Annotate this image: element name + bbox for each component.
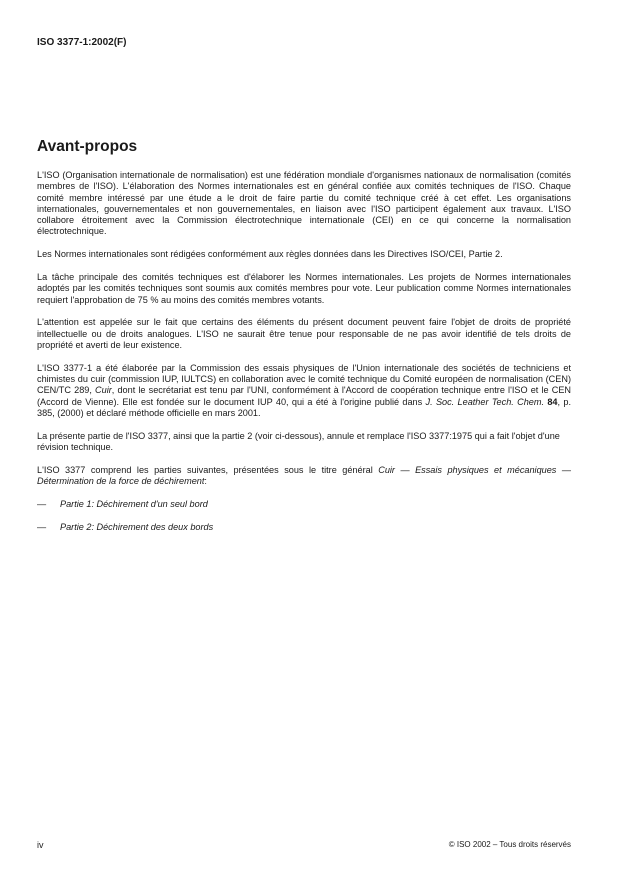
parts-list (37, 499, 571, 533)
general-title: Cuir — Essais physiques et mécaniques — Détermination de la force de déchirement (37, 464, 571, 487)
paragraph-directives: Les Normes internationales sont rédigées conformément aux règles données dans les Directives ISO/CEI, Partie 2. (37, 249, 503, 260)
text-run: , p. 385, (2000) et déclaré méthode officielle en mars 2001. (37, 396, 571, 419)
text-run: L'ISO 3377-1 a été élaborée par la Commission des essais physiques de l'Union internationale des sociétés de techniciens et chimistes du cuir (commission IUP, IULTCS) en collaboration avec le comité technique du Comité européen de normalisation (CEN) CEN/TC 289, (37, 362, 571, 396)
italic-run: Cuir (95, 385, 112, 396)
part-label: Partie 2: Déchirement des deux bords (60, 521, 214, 532)
em-dash-bullet: — (37, 499, 47, 510)
text-run: L'ISO 3377 comprend les parties suivantes, présentées sous le titre général (37, 464, 379, 475)
paragraph-iso-organisation: L'ISO (Organisation internationale de normalisation) est une fédération mondiale d'organismes nationaux de normalisation (comités membres de l'ISO). L'élaboration des Normes internationales est en général confiée aux comités techniques de l'ISO. Chaque comité membre intéressé par une étude a le droit de faire partie du comité technique créé à cet effet. Les organisations internationales, gouvernementales et non gouvernementales, en liaison avec l'ISO participent également aux travaux. L'ISO collabore étroitement avec la Commission électrotechnique internationale (CEI) en ce qui concerne la normalisation électrotechnique. (37, 170, 571, 237)
paragraph-preparation (37, 363, 571, 419)
em-dash-bullet: — (37, 521, 47, 532)
paragraph-replacement: La présente partie de l'ISO 3377, ainsi que la partie 2 (voir ci-dessous), annule et remplace l'ISO 3377:1975 qui a fait l'objet d'une révision technique. (37, 430, 560, 453)
part-label: Partie 1: Déchirement d'un seul bord (60, 499, 208, 510)
journal-volume: 84 (547, 396, 558, 407)
copyright-notice: © ISO 2002 – Tous droits réservés (448, 840, 571, 849)
foreword-body (37, 170, 571, 545)
list-item (37, 499, 571, 510)
section-title: Avant-propos (37, 138, 138, 155)
text-run: : (204, 476, 207, 487)
paragraph-parts-intro (37, 465, 571, 488)
list-item (37, 522, 571, 533)
page-number: iv (37, 840, 44, 850)
text-run: , dont le secrétariat est tenu par l'UNI, conformément à l'Accord de coopération technique entre l'ISO et le CEN (Accord de Vienne). Elle est fondée sur le document IUP 40, qui a été à l'origine publié dans (37, 385, 571, 407)
document-id-header: ISO 3377-1:2002(F) (37, 37, 127, 48)
paragraph-technical-committees: La tâche principale des comités techniques est d'élaborer les Normes internationales. Les projets de Normes internationales adoptés par les comités techniques sont soumis aux comités membres pour vote. Leur publication comme Normes internationales requiert l'approbation de 75 % au moins des comités membres votants. (37, 272, 571, 305)
journal-title: J. Soc. Leather Tech. Chem. (425, 396, 545, 407)
paragraph-patent-rights: L'attention est appelée sur le fait que certains des éléments du présent document peuvent faire l'objet de droits de propriété intellectuelle ou de droits analogues. L'ISO ne saurait être tenue pour responsable de ne pas avoir identifié de tels droits de propriété et averti de leur existence. (37, 317, 571, 351)
